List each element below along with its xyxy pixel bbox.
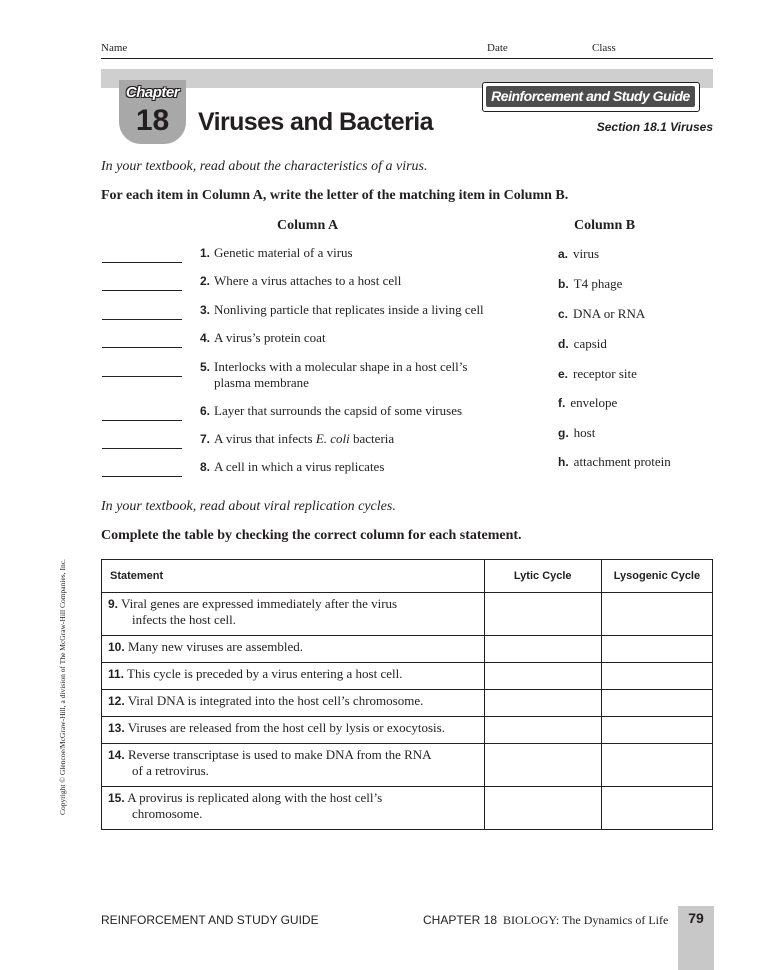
answer-blank-5[interactable] [102, 376, 182, 377]
row-number: 12. [108, 694, 125, 708]
lytic-check-cell[interactable] [484, 744, 601, 787]
table-row [102, 744, 713, 787]
table-row [102, 787, 713, 830]
row-text: Viral genes are expressed immediately after the virus [121, 596, 398, 611]
item-text: capsid [573, 336, 607, 351]
lytic-check-cell[interactable] [484, 636, 601, 663]
item-number: 6. [199, 404, 210, 418]
item-text: Where a virus attaches to a host cell [214, 273, 402, 288]
footer-book: BIOLOGY: The Dynamics of Life [503, 913, 669, 927]
column-a-item [194, 302, 524, 318]
item-number: 3. [199, 303, 210, 317]
row-number: 13. [108, 721, 125, 735]
item-text-pre: A virus that infects [214, 431, 316, 446]
chapter-title: Viruses and Bacteria [198, 108, 433, 136]
table-row [102, 593, 713, 636]
item-number: 5. [199, 360, 210, 374]
item-text-post: bacteria [349, 431, 395, 446]
row-text-cont: chromosome. [132, 806, 203, 821]
lysogenic-check-cell[interactable] [601, 717, 712, 744]
part1-instruction-italic: In your textbook, read about the characteristics of a virus. [101, 159, 428, 174]
column-a-item [194, 459, 524, 475]
item-text: envelope [570, 395, 618, 410]
part2-instruction-italic: In your textbook, read about viral replication cycles. [101, 499, 396, 514]
item-letter: b. [558, 277, 569, 291]
lysogenic-check-cell[interactable] [601, 663, 712, 690]
column-b-item [558, 246, 599, 262]
item-letter: a. [558, 247, 569, 261]
lysogenic-check-cell[interactable] [601, 593, 712, 636]
row-text: Viruses are released from the host cell by lysis or exocytosis. [127, 720, 445, 735]
item-number: 7. [199, 432, 210, 446]
item-number: 2. [199, 274, 210, 288]
item-number: 4. [199, 331, 210, 345]
item-text: receptor site [573, 366, 637, 381]
row-text-cont: of a retrovirus. [132, 763, 209, 778]
answer-blank-2[interactable] [102, 290, 182, 291]
column-b-header: Column B [574, 218, 636, 233]
item-text: A cell in which a virus replicates [214, 459, 385, 474]
part1-instruction-bold: For each item in Column A, write the letter of the matching item in Column B. [101, 188, 569, 203]
footer-chapter: CHAPTER 18 [423, 913, 498, 927]
row-number: 10. [108, 640, 125, 654]
item-letter: g. [558, 426, 569, 440]
row-number: 9. [108, 597, 119, 611]
class-label: Class [592, 42, 616, 54]
item-text: Nonliving particle that replicates inside a living cell [214, 302, 484, 317]
column-a-header: Column A [277, 218, 339, 233]
item-text: virus [573, 246, 600, 261]
item-letter: h. [558, 455, 569, 469]
column-a-item [194, 403, 524, 419]
item-text: Genetic material of a virus [214, 245, 353, 260]
lysogenic-check-cell[interactable] [601, 636, 712, 663]
footer-chapter-book [423, 913, 668, 928]
lytic-check-cell[interactable] [484, 663, 601, 690]
item-number: 8. [199, 460, 210, 474]
column-b-item [558, 395, 617, 411]
column-b-item [558, 336, 607, 352]
page-number: 79 [688, 910, 704, 926]
lysogenic-check-cell[interactable] [601, 744, 712, 787]
item-text: A virus’s protein coat [214, 330, 326, 345]
lysogenic-check-cell[interactable] [601, 787, 712, 830]
lytic-check-cell[interactable] [484, 717, 601, 744]
item-text: attachment protein [573, 454, 671, 469]
column-a-item [194, 359, 524, 391]
lytic-check-cell[interactable] [484, 690, 601, 717]
chapter-word: Chapter [125, 84, 180, 101]
table-row [102, 717, 713, 744]
answer-blank-7[interactable] [102, 448, 182, 449]
date-label: Date [487, 42, 508, 54]
table-row [102, 690, 713, 717]
answer-blank-3[interactable] [102, 319, 182, 320]
row-number: 14. [108, 748, 125, 762]
footer-guide-label: REINFORCEMENT AND STUDY GUIDE [101, 913, 319, 927]
header-lysogenic: Lysogenic Cycle [601, 560, 712, 593]
statement-cell [102, 663, 485, 690]
item-text: T4 phage [573, 276, 623, 291]
column-b-item [558, 454, 671, 470]
item-text: Interlocks with a molecular shape in a host cell’s [214, 359, 468, 374]
row-number: 11. [108, 667, 125, 681]
row-text: Reverse transcriptase is used to make DNA from the RNA [127, 747, 432, 762]
statement-cell [102, 717, 485, 744]
part2-instruction-bold: Complete the table by checking the correct column for each statement. [101, 528, 522, 543]
lysogenic-check-cell[interactable] [601, 690, 712, 717]
column-a-item [194, 431, 524, 447]
table-row [102, 636, 713, 663]
statement-cell [102, 690, 485, 717]
table-header-row [102, 560, 713, 593]
statement-cell [102, 744, 485, 787]
answer-blank-4[interactable] [102, 347, 182, 348]
statement-cell [102, 636, 485, 663]
answer-blank-6[interactable] [102, 420, 182, 421]
column-b-item [558, 306, 645, 322]
reinforcement-badge: Reinforcement and Study Guide [491, 88, 690, 104]
header-rule [101, 58, 713, 59]
item-number: 1. [199, 246, 210, 260]
column-b-item [558, 276, 622, 292]
row-number: 15. [108, 791, 125, 805]
column-a-item [194, 273, 524, 289]
item-letter: c. [558, 307, 569, 321]
item-letter: d. [558, 337, 569, 351]
replication-table [101, 559, 713, 830]
answer-blank-8[interactable] [102, 476, 182, 477]
item-text: host [573, 425, 596, 440]
lytic-check-cell[interactable] [484, 593, 601, 636]
item-text: Layer that surrounds the capsid of some viruses [214, 403, 463, 418]
column-a-item [194, 245, 524, 261]
row-text: Viral DNA is integrated into the host cell’s chromosome. [127, 693, 424, 708]
row-text-cont: infects the host cell. [132, 612, 236, 627]
row-text: A provirus is replicated along with the host cell’s [127, 790, 383, 805]
row-text: Many new viruses are assembled. [127, 639, 304, 654]
chapter-number: 18 [135, 104, 170, 137]
row-text: This cycle is preceded by a virus entering a host cell. [127, 666, 403, 681]
statement-cell [102, 787, 485, 830]
item-letter: e. [558, 367, 569, 381]
header-statement: Statement [102, 560, 485, 593]
column-b-item [558, 425, 595, 441]
section-label: Section 18.1 Viruses [596, 120, 713, 134]
header-lytic: Lytic Cycle [484, 560, 601, 593]
answer-blank-1[interactable] [102, 262, 182, 263]
item-letter: f. [558, 396, 566, 410]
item-text: DNA or RNA [573, 306, 646, 321]
column-b-item [558, 366, 637, 382]
item-text-cont: plasma membrane [214, 375, 309, 390]
statement-cell [102, 593, 485, 636]
copyright-notice: Copyright © Glencoe/McGraw-Hill, a division of The McGraw-Hill Companies, Inc. [58, 559, 67, 815]
item-text-italic: E. coli [315, 431, 350, 446]
lytic-check-cell[interactable] [484, 787, 601, 830]
name-label: Name [101, 42, 128, 54]
table-row [102, 663, 713, 690]
column-a-item [194, 330, 524, 346]
